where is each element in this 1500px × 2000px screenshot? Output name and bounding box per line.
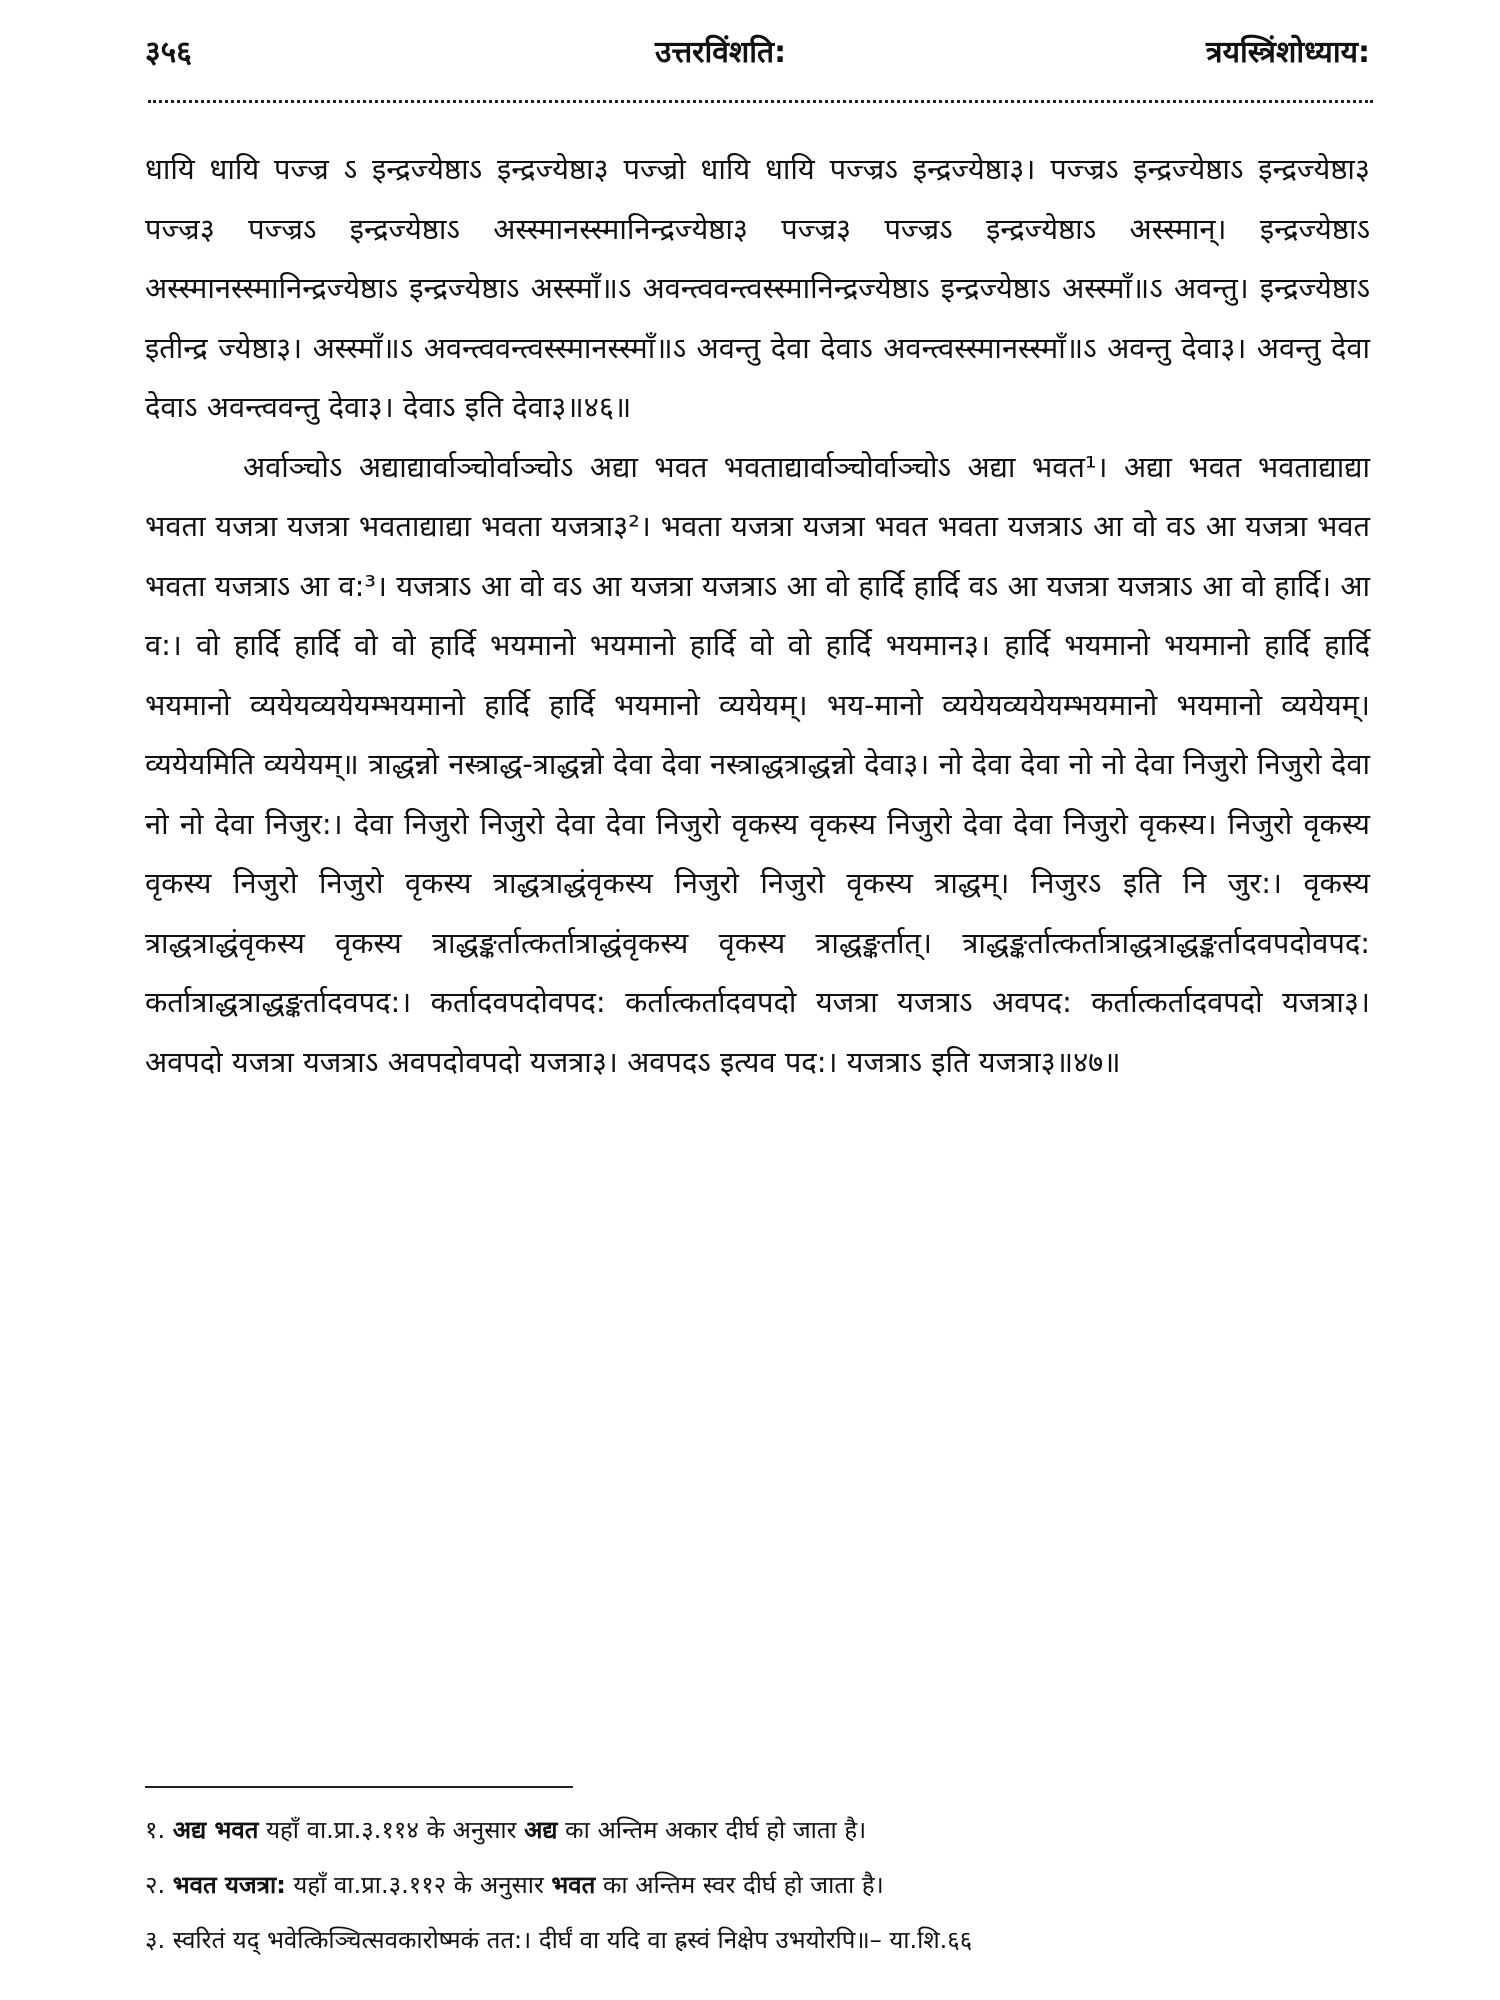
footnote-term: भवत <box>551 1871 596 1899</box>
paragraph-47: अर्वाञ्चोऽ अद्याद्यार्वाञ्चोर्वाञ्चोऽ अद्या भवत भवताद्यार्वाञ्चोर्वाञ्चोऽ अद्या भवत¹। अद्या भवत भवताद्याद्या भवता यजत्रा यजत्रा भवताद्याद्या भवता यजत्रा३²। भवता यजत्रा यजत्रा भवत भवता यजत्राऽ आ वो वऽ आ यजत्रा भवत भवता यजत्राऽ आ व:³। यजत्राऽ आ वो वऽ आ यजत्रा यजत्राऽ आ वो हार्दि हार्दि वऽ आ यजत्रा यजत्राऽ आ वो हार्दि। आ व:। वो हार्दि हार्दि वो वो हार्दि भयमानो भयमानो हार्दि वो वो हार्दि भयमान३। हार्दि भयमानो भयमानो हार्दि हार्दि भयमानो व्ययेयव्ययेयम्भयमानो हार्दि हार्दि भयमानो व्ययेयम्। भय-मानो व्ययेयव्ययेयम्भयमानो भयमानो व्ययेयम्। व्ययेयमिति व्ययेयम्॥ त्राद्धन्नो नस्त्राद्ध-त्राद्धन्नो देवा देवा नस्त्राद्धत्राद्धन्नो देवा३। नो देवा देवा नो नो देवा निजुरो निजुरो देवा नो नो देवा निजुर:। देवा निजुरो निजुरो देवा देवा निजुरो वृकस्य वृकस्य निजुरो देवा देवा निजुरो वृकस्य। निजुरो वृकस्य वृकस्य निजुरो निजुरो वृकस्य त्राद्धत्राद्धंवृकस्य निजुरो निजुरो वृकस्य त्राद्धम्। निजुरऽ इति नि जुर:। वृकस्य त्राद्धत्राद्धंवृकस्य वृकस्य त्राद्धङ्कर्तात्कर्तात्राद्धंवृकस्य वृकस्य त्राद्धङ्कर्तात्। त्राद्धङ्कर्तात्कर्तात्राद्धत्राद्धङ्कर्तादवपदोवपद: कर्तात्राद्धत्राद्धङ्कर्तादवपद:। कर्तादवपदोवपद: कर्तात्कर्तादवपदो यजत्रा यजत्राऽ अवपद: कर्तात्कर्तादवपदो यजत्रा३। अवपदो यजत्रा यजत्राऽ अवपदोवपदो यजत्रा३। अवपदऽ इत्यव पद:। यजत्राऽ इति यजत्रा३॥४७॥ <box>145 449 1370 1079</box>
footnote-term: अद्य <box>524 1816 558 1844</box>
footnote-text: यहाँ वा.प्रा.३.११४ के अनुसार <box>258 1816 525 1844</box>
chapter-title: त्रयस्त्रिंशोध्याय: <box>1206 35 1370 70</box>
book-title: उत्तरविंशति: <box>655 35 787 70</box>
footnote-text: स्वरितं यद् भवेत्किञ्चित्सवकारोष्मकं तत:। दीर्घं वा यदि वा ह्रस्वं निक्षेप उभयोरपि॥– या.शि.६६ <box>172 1926 973 1954</box>
footnote-number: १. <box>145 1816 166 1844</box>
main-text <box>145 140 1370 1092</box>
page-header <box>145 22 1370 82</box>
footnote-text: का अन्तिम अकार दीर्घ हो जाता है। <box>557 1816 867 1844</box>
paragraph-46: धायि धायि पज्ज्र ऽ इन्द्रज्येष्ठाऽ इन्द्रज्येष्ठा३ पज्ज्रो धायि धायि पज्ज्रऽ इन्द्रज्येष्ठा३। पज्ज्रऽ इन्द्रज्येष्ठाऽ इन्द्रज्येष्ठा३ पज्ज्र३ पज्ज्रऽ इन्द्रज्येष्ठाऽ अस्स्मानस्स्मानिन्द्रज्येष्ठा३ पज्ज्र३ पज्ज्रऽ इन्द्रज्येष्ठाऽ अस्स्मान्। इन्द्रज्येष्ठाऽ अस्स्मानस्स्मानिन्द्रज्येष्ठाऽ इन्द्रज्येष्ठाऽ अस्स्माँ॥ऽ अवन्त्ववन्त्वस्स्मानिन्द्रज्येष्ठाऽ इन्द्रज्येष्ठाऽ अस्स्माँ॥ऽ अवन्तु। इन्द्रज्येष्ठाऽ इतीन्द्र ज्येष्ठा३। अस्स्माँ॥ऽ अवन्त्ववन्त्वस्स्मानस्स्माँ॥ऽ अवन्तु देवा देवाऽ अवन्त्वस्स्मानस्स्माँ॥ऽ अवन्तु देवा३। अवन्तु देवा देवाऽ अवन्त्ववन्तु देवा३। देवाऽ इति देवा३॥४६॥ <box>145 152 1370 424</box>
footnote-3 <box>145 1913 1370 1968</box>
footnotes <box>145 1803 1370 1968</box>
page-number: ३५६ <box>145 35 192 70</box>
footnote-divider <box>145 1786 573 1788</box>
header-divider <box>148 100 1373 103</box>
footnote-1 <box>145 1803 1370 1858</box>
footnote-number: २. <box>145 1871 166 1899</box>
footnote-term: अद्य भवत <box>172 1816 259 1844</box>
footnote-number: ३. <box>145 1926 166 1954</box>
footnote-term: भवत यजत्रा: <box>172 1871 286 1899</box>
footnote-text: का अन्तिम स्वर दीर्घ हो जाता है। <box>595 1871 884 1899</box>
footnote-text: यहाँ वा.प्रा.३.११२ के अनुसार <box>285 1871 552 1899</box>
footnote-2 <box>145 1858 1370 1913</box>
